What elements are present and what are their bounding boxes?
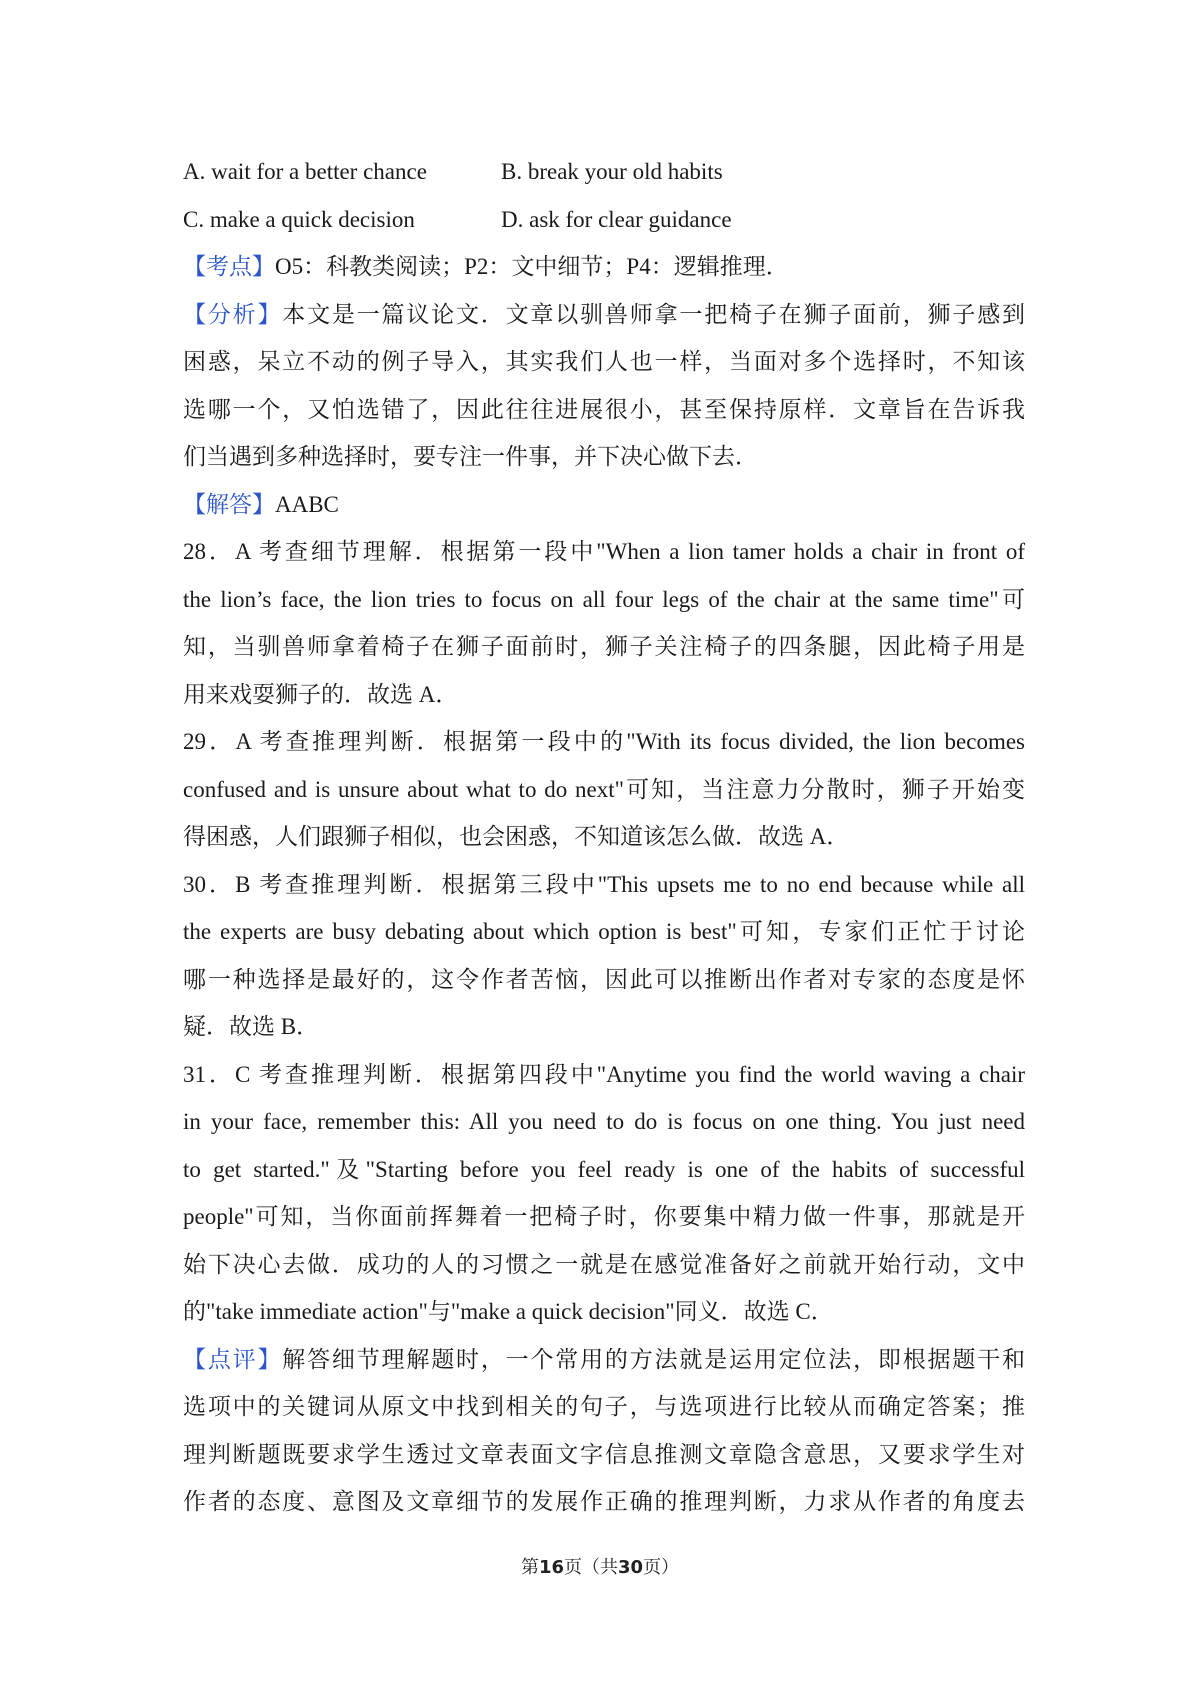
kaodian-text: O5：科教类阅读；P2：文中细节；P4：逻辑推理． <box>275 254 789 279</box>
fenxi-line: 选哪一个，又怕选错了，因此往往进展很小，甚至保持原样．文章旨在告诉我 <box>183 396 1025 422</box>
total-page-count: 30 <box>618 1557 644 1578</box>
q30-line: 30．B 考查推理判断．根据第三段中"This upsets me to no end because while all <box>183 871 1025 897</box>
dianping-line: 选项中的关键词从原文中找到相关的句子，与选项进行比较从而确定答案；推 <box>183 1394 1025 1419</box>
q31-line: 的"take immediate action"与"make a quick decision"同义．故选 C． <box>183 1299 834 1324</box>
jieda-answer: AABC <box>275 491 339 517</box>
q31-line: in your face, remember this: All you need to do is focus on one thing. You just need <box>183 1109 1025 1134</box>
q31-line: 31．C 考查推理判断．根据第四段中"Anytime you find the world waving a chair <box>183 1061 1025 1087</box>
q31-line: people"可知，当你面前挥舞着一把椅子时，你要集中精力做一件事，那就是开 <box>183 1204 1025 1229</box>
dianping-section <box>183 1336 1025 1526</box>
fenxi-line: 们当遇到多种选择时，要专注一件事，并下决心做下去． <box>183 444 758 469</box>
fenxi-section <box>183 291 1025 481</box>
kaodian-tag: 【考点】 <box>183 254 275 279</box>
dianping-line: 【点评】解答细节理解题时，一个常用的方法就是运用定位法，即根据题干和 <box>183 1346 1026 1372</box>
q29-line: 29．A 考查推理判断．根据第一段中的"With its focus divided, the lion becomes <box>183 729 1025 754</box>
option-a: A. wait for a better chance <box>183 159 427 184</box>
dianping-line: 理判断题既要求学生透过文章表面文字信息推测文章隐含意思，又要求学生对 <box>183 1441 1025 1467</box>
fenxi-tag: 【分析】 <box>183 301 283 327</box>
q31-line: to get started."及"Starting before you feel ready is one of the habits of successful <box>183 1156 1025 1182</box>
options-row-1 <box>183 148 1025 196</box>
current-page-number: 16 <box>538 1557 564 1578</box>
dianping-tag: 【点评】 <box>183 1346 283 1372</box>
q31-line: 始下决心去做．成功的人的习惯之一就是在感觉准备好之前就开始行动，文中 <box>183 1251 1025 1277</box>
jieda-tag: 【解答】 <box>183 491 275 517</box>
jieda-section <box>183 481 1025 529</box>
q28-line: 知，当驯兽师拿着椅子在狮子面前时，狮子关注椅子的四条腿，因此椅子用是 <box>183 634 1025 659</box>
kaodian-section <box>183 243 1025 291</box>
q29-line: confused and is unsure about what to do next"可知，当注意力分散时，狮子开始变 <box>183 776 1025 802</box>
dianping-line: 作者的态度、意图及文章细节的发展作正确的推理判断，力求从作者的角度去 <box>183 1489 1025 1514</box>
question-30-explanation <box>183 861 1025 1051</box>
question-28-explanation <box>183 528 1025 718</box>
q30-line: 哪一种选择是最好的，这令作者苦恼，因此可以推断出作者对专家的态度是怀 <box>183 966 1025 992</box>
q28-line: the lion’s face, the lion tries to focus on all four legs of the chair at the same time"可 <box>183 586 1025 612</box>
page-content <box>183 148 1025 1526</box>
q29-line: 得困惑，人们跟狮子相似，也会困惑，不知道该怎么做．故选 A． <box>183 824 850 849</box>
option-c: C. make a quick decision <box>183 206 415 232</box>
option-d: D. ask for clear guidance <box>501 206 732 232</box>
q30-line: the experts are busy debating about which option is best"可知，专家们正忙于讨论 <box>183 919 1025 944</box>
fenxi-line: 困惑，呆立不动的例子导入，其实我们人也一样，当面对多个选择时，不知该 <box>183 349 1025 374</box>
question-29-explanation <box>183 718 1025 861</box>
option-b: B. break your old habits <box>501 159 723 184</box>
question-31-explanation <box>183 1051 1025 1336</box>
page-footer: 第16页（共30页） <box>520 1557 680 1578</box>
fenxi-line: 【分析】本文是一篇议论文．文章以驯兽师拿一把椅子在狮子面前，狮子感到 <box>183 301 1026 327</box>
q28-line: 28．A 考查细节理解．根据第一段中"When a lion tamer holds a chair in front of <box>183 539 1025 564</box>
q28-line: 用来戏耍狮子的．故选 A． <box>183 681 459 707</box>
q30-line: 疑．故选 B． <box>183 1014 320 1039</box>
options-row-2 <box>183 196 1025 244</box>
